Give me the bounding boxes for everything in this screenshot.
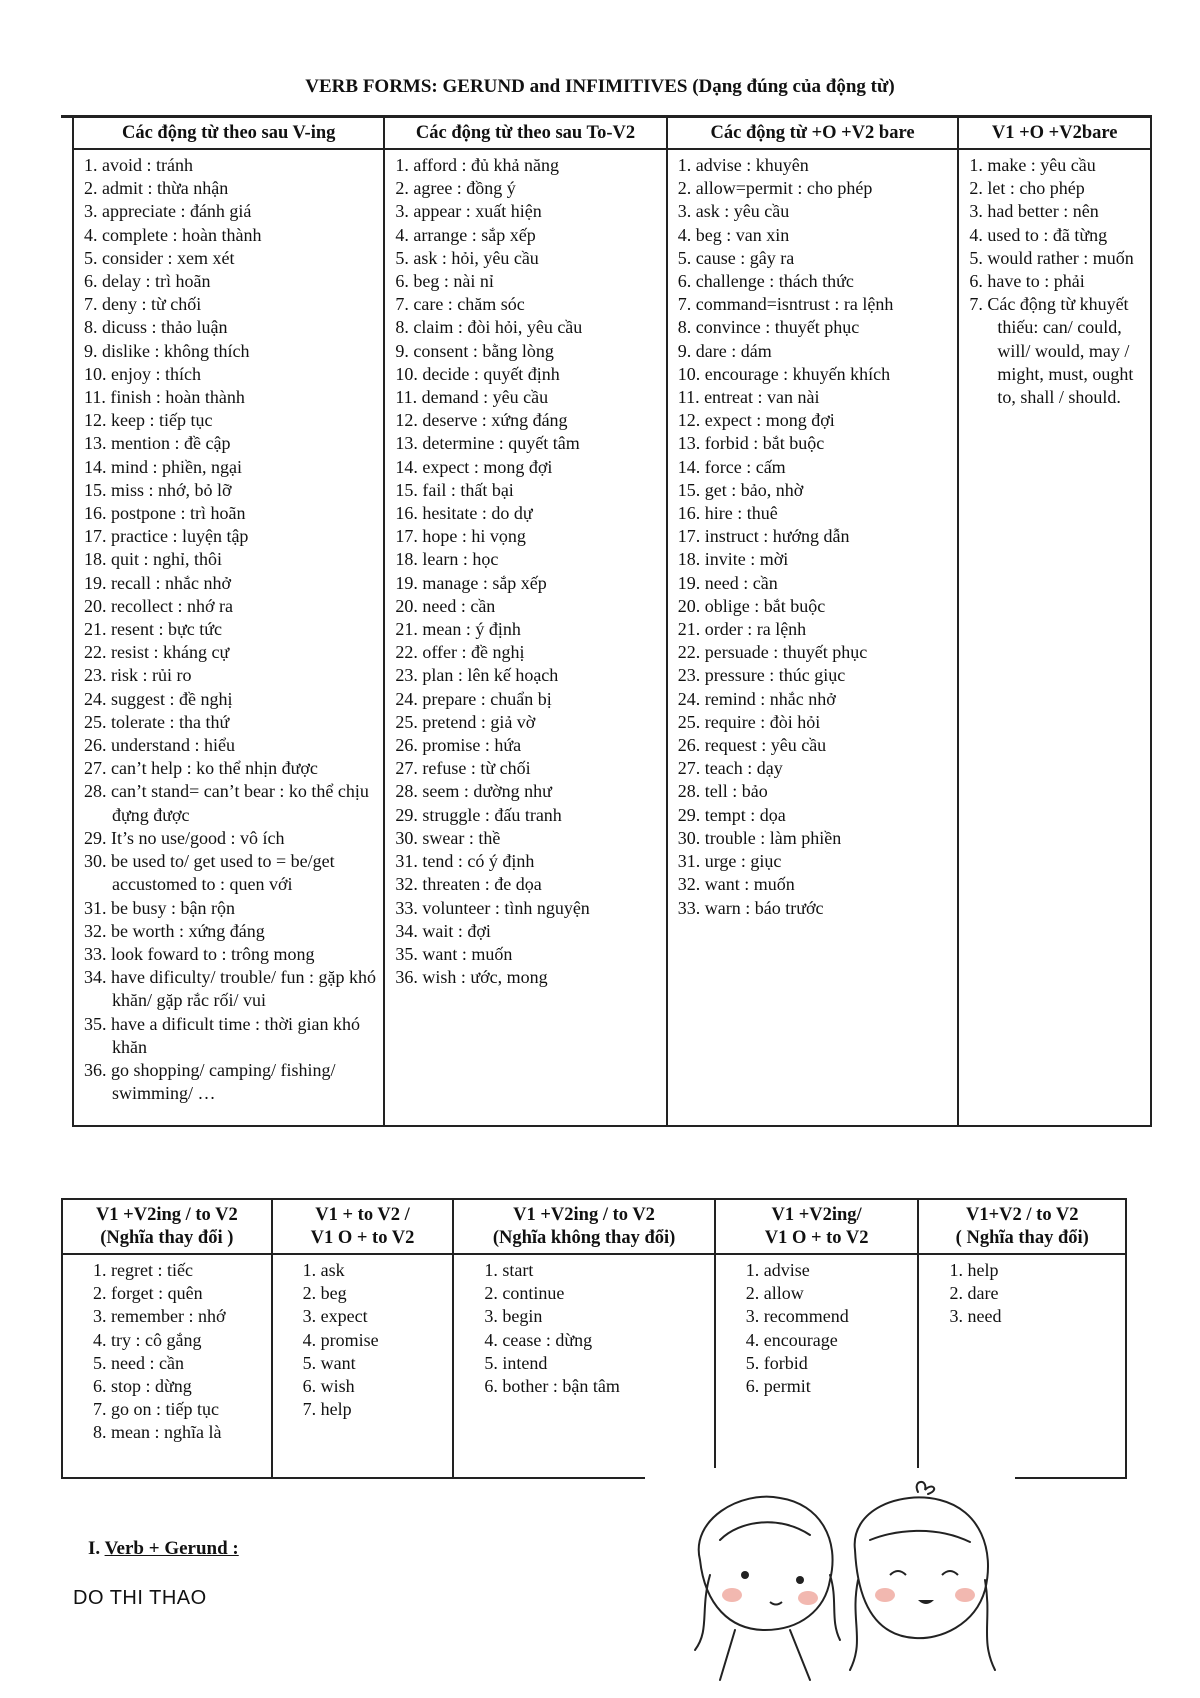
- list-item: 27. refuse : từ chối: [395, 758, 531, 779]
- list-item: 31. be busy : bận rộn: [84, 897, 235, 918]
- list-item: 20. oblige : bắt buộc: [677, 595, 826, 616]
- list-item: 3. appreciate : đánh giá: [84, 201, 252, 222]
- list-item: 14. force : cấm: [677, 456, 786, 477]
- list-item: 13. mention : đề cập: [84, 433, 231, 454]
- list-item: 19. recall : nhắc nhở: [84, 572, 231, 593]
- list-item: 28. tell : bảo: [677, 781, 768, 802]
- list-item: 5. ask : hỏi, yêu cầu: [395, 247, 539, 268]
- list-item: 13. forbid : bắt buộc: [677, 433, 825, 454]
- list-item: 1. regret : tiếc: [93, 1260, 193, 1280]
- section-heading: I. Verb + Gerund :: [88, 1538, 239, 1559]
- list-item: 10. enjoy : thích: [84, 363, 201, 384]
- list-item: 21. order : ra lệnh: [677, 619, 807, 640]
- list-item: 4. arrange : sắp xếp: [395, 224, 536, 245]
- list-item: 1. help: [949, 1260, 999, 1280]
- list-item: 26. promise : hứa: [395, 735, 522, 756]
- column-gerund: [73, 149, 384, 1126]
- two-girls-doodle-icon: [680, 1480, 1000, 1690]
- list-item: 15. miss : nhớ, bỏ lỡ: [84, 479, 232, 500]
- list-item: 7. Các động từ khuyết thiếu: can/ could, will/ would, may / might, must, ought to, shall / should.: [969, 294, 1134, 408]
- list-item: 8. dicuss : thảo luận: [84, 317, 228, 338]
- list-item: 16. postpone : trì hoãn: [84, 503, 246, 524]
- list-item: 3. ask : yêu cầu: [677, 201, 790, 222]
- list-item: 12. deserve : xứng đáng: [395, 410, 568, 431]
- list-item: 33. look foward to : trông mong: [84, 943, 315, 964]
- list-item: 1. advise: [745, 1260, 810, 1280]
- list-item: 4. promise: [302, 1329, 379, 1350]
- list-item: 16. hesitate : do dự: [395, 503, 533, 524]
- header-gerund: Các động từ theo sau V-ing: [73, 117, 384, 149]
- list-item: 4. complete : hoàn thành: [84, 224, 262, 245]
- list-item: 6. have to : phải: [969, 271, 1085, 292]
- list-item: 19. need : cần: [677, 572, 778, 593]
- list-item: 32. threaten : đe dọa: [395, 874, 542, 895]
- list-item: 28. can’t stand= can’t bear : ko thể chịu đựng được: [84, 781, 369, 825]
- column-v1-object-bare: [958, 149, 1151, 1126]
- author-name: DO THI THAO: [73, 1587, 207, 1609]
- list-item: 5. intend: [484, 1352, 548, 1373]
- list-item: 18. quit : nghỉ, thôi: [84, 549, 223, 570]
- list-item: 2. continue: [484, 1283, 565, 1304]
- list-item: 10. encourage : khuyến khích: [677, 363, 891, 384]
- list-item: 12. expect : mong đợi: [677, 410, 835, 431]
- list-item: 1. start: [484, 1260, 534, 1280]
- list-item: 7. deny : từ chối: [84, 294, 202, 315]
- column-to-infinitive: [384, 149, 666, 1126]
- column2-ving-object: [715, 1254, 919, 1478]
- list-item: 7. go on : tiếp tục: [93, 1399, 219, 1420]
- list-item: 5. want: [302, 1352, 356, 1373]
- list-item: 18. invite : mời: [677, 549, 789, 570]
- list-item: 5. forbid: [745, 1352, 808, 1373]
- verb-table-main: [72, 116, 1152, 1127]
- header-to-infinitive: Các động từ theo sau To-V2: [384, 117, 666, 149]
- list-item: 9. dislike : không thích: [84, 340, 250, 361]
- list-item: 24. prepare : chuẩn bị: [395, 688, 552, 709]
- list-item: 5. need : cần: [93, 1352, 184, 1373]
- list-item: 23. pressure : thúc giục: [677, 665, 846, 686]
- list-item: 6. challenge : thách thức: [677, 271, 854, 292]
- list-item: 3. appear : xuất hiện: [395, 201, 542, 222]
- list-item: 3. remember : nhớ: [93, 1306, 226, 1327]
- list-item: 30. be used to/ get used to = be/get accustomed to : quen với: [84, 851, 335, 895]
- column2-v2-to-v2: [918, 1254, 1126, 1478]
- list-item: 27. teach : dạy: [677, 758, 783, 779]
- list-item: 22. resist : kháng cự: [84, 642, 230, 663]
- list-item: 15. get : bảo, nhờ: [677, 479, 804, 500]
- list-item: 11. finish : hoàn thành: [84, 387, 245, 408]
- column2-meaning-changes: [62, 1254, 272, 1478]
- list-item: 30. trouble : làm phiền: [677, 827, 842, 848]
- column2-to-v2: [272, 1254, 454, 1478]
- list-item: 27. can’t help : ko thể nhịn được: [84, 758, 318, 779]
- list-item: 34. have dificulty/ trouble/ fun : gặp khó khăn/ gặp rắc rối/ vui: [84, 967, 376, 1011]
- list-item: 17. instruct : hướng dẫn: [677, 526, 850, 547]
- list-item: 5. consider : xem xét: [84, 247, 235, 268]
- list-item: 2. admit : thừa nhận: [84, 178, 229, 199]
- list-item: 26. understand : hiểu: [84, 735, 235, 756]
- header2-to-v2: V1 + to V2 / V1 O + to V2: [272, 1199, 454, 1254]
- list-item: 16. hire : thuê: [677, 503, 778, 524]
- list-item: 33. volunteer : tình nguyện: [395, 897, 590, 918]
- list-item: 25. require : đòi hỏi: [677, 711, 821, 732]
- list-item: 24. suggest : đề nghị: [84, 688, 233, 709]
- list-item: 1. advise : khuyên: [677, 155, 809, 175]
- list-item: 7. help: [302, 1399, 352, 1420]
- list-item: 8. claim : đòi hỏi, yêu cầu: [395, 317, 583, 338]
- list-item: 21. mean : ý định: [395, 619, 521, 640]
- list-item: 36. wish : ước, mong: [395, 967, 548, 988]
- list-item: 26. request : yêu cầu: [677, 735, 827, 756]
- list-item: 17. practice : luyện tập: [84, 526, 249, 547]
- list-item: 3. need: [949, 1306, 1002, 1327]
- list-item: 4. beg : van xin: [677, 224, 790, 245]
- column-object-bare: [667, 149, 959, 1126]
- list-item: 1. make : yêu cầu: [969, 155, 1096, 175]
- column2-meaning-same: [453, 1254, 714, 1478]
- header2-meaning-same: V1 +V2ing / to V2 (Nghĩa không thay đổi): [453, 1199, 714, 1254]
- list-item: 7. care : chăm sóc: [395, 294, 525, 315]
- list-item: 15. fail : thất bại: [395, 479, 514, 500]
- list-item: 2. beg: [302, 1283, 347, 1304]
- list-item: 6. wish: [302, 1376, 355, 1397]
- list-item: 2. agree : đồng ý: [395, 178, 516, 199]
- list-item: 13. determine : quyết tâm: [395, 433, 580, 454]
- list-item: 23. plan : lên kế hoạch: [395, 665, 559, 686]
- list-item: 21. resent : bực tức: [84, 619, 222, 640]
- list-item: 33. warn : báo trước: [677, 897, 824, 918]
- list-item: 4. cease : dừng: [484, 1329, 593, 1350]
- list-item: 25. pretend : giả vờ: [395, 711, 536, 732]
- page-title: VERB FORMS: GERUND and INFIMITIVES (Dạng đúng của động từ): [305, 76, 895, 97]
- list-item: 3. expect: [302, 1306, 368, 1327]
- list-item: 11. entreat : van nài: [677, 387, 820, 408]
- list-item: 25. tolerate : tha thứ: [84, 711, 230, 732]
- header2-meaning-changes: V1 +V2ing / to V2 (Nghĩa thay đổi ): [62, 1199, 272, 1254]
- list-item: 2. forget : quên: [93, 1283, 203, 1304]
- verb-table-secondary: [61, 1198, 1127, 1479]
- list-item: 2. let : cho phép: [969, 178, 1085, 199]
- list-item: 31. tend : có ý định: [395, 851, 535, 872]
- list-item: 10. decide : quyết định: [395, 363, 560, 384]
- list-item: 6. bother : bận tâm: [484, 1376, 620, 1397]
- list-item: 28. seem : dường như: [395, 781, 552, 802]
- list-item: 4. used to : đã từng: [969, 224, 1108, 245]
- list-item: 19. manage : sắp xếp: [395, 572, 547, 593]
- header2-v2-to-v2: V1+V2 / to V2 ( Nghĩa thay đổi): [918, 1199, 1126, 1254]
- list-item: 3. had better : nên: [969, 201, 1099, 222]
- list-item: 35. have a dificult time : thời gian khó khăn: [84, 1013, 360, 1057]
- list-item: 5. cause : gây ra: [677, 247, 795, 268]
- list-item: 1. ask: [302, 1260, 345, 1280]
- list-item: 8. convince : thuyết phục: [677, 317, 860, 338]
- list-item: 1. afford : đủ khả năng: [395, 155, 559, 175]
- list-item: 6. delay : trì hoãn: [84, 271, 211, 292]
- list-item: 14. expect : mong đợi: [395, 456, 553, 477]
- list-item: 23. risk : rủi ro: [84, 665, 192, 686]
- list-item: 8. mean : nghĩa là: [93, 1422, 222, 1443]
- list-item: 31. urge : giục: [677, 851, 782, 872]
- list-item: 29. It’s no use/good : vô ích: [84, 827, 285, 848]
- header2-ving-object: V1 +V2ing/ V1 O + to V2: [715, 1199, 919, 1254]
- list-item: 32. want : muốn: [677, 874, 795, 895]
- list-item: 22. offer : đề nghị: [395, 642, 525, 663]
- list-item: 7. command=isntrust : ra lệnh: [677, 294, 894, 315]
- list-item: 36. go shopping/ camping/ fishing/ swimming/ …: [84, 1059, 336, 1104]
- list-item: 6. beg : nài nỉ: [395, 271, 494, 292]
- list-item: 5. would rather : muốn: [969, 247, 1134, 268]
- list-item: 35. want : muốn: [395, 943, 513, 964]
- list-item: 9. dare : dám: [677, 340, 772, 361]
- list-item: 20. recollect : nhớ ra: [84, 595, 233, 616]
- list-item: 17. hope : hi vọng: [395, 526, 526, 547]
- list-item: 1. avoid : tránh: [84, 155, 193, 175]
- list-item: 30. swear : thề: [395, 827, 501, 848]
- list-item: 2. allow=permit : cho phép: [677, 178, 873, 199]
- list-item: 6. stop : dừng: [93, 1376, 192, 1397]
- list-item: 20. need : cần: [395, 595, 496, 616]
- list-item: 2. allow: [745, 1283, 804, 1304]
- list-item: 12. keep : tiếp tục: [84, 410, 213, 431]
- header-object-bare: Các động từ +O +V2 bare: [667, 117, 959, 149]
- list-item: 18. learn : học: [395, 549, 499, 570]
- header-v1-object-bare: V1 +O +V2bare: [958, 117, 1151, 149]
- list-item: 34. wait : đợi: [395, 920, 491, 941]
- list-item: 14. mind : phiền, ngại: [84, 456, 242, 477]
- list-item: 3. recommend: [745, 1306, 849, 1327]
- list-item: 4. encourage: [745, 1329, 838, 1350]
- list-item: 29. struggle : đấu tranh: [395, 804, 562, 825]
- list-item: 11. demand : yêu cầu: [395, 387, 549, 408]
- list-item: 29. tempt : dọa: [677, 804, 786, 825]
- list-item: 9. consent : bằng lòng: [395, 340, 554, 361]
- list-item: 4. try : cô gắng: [93, 1329, 202, 1350]
- list-item: 22. persuade : thuyết phục: [677, 642, 868, 663]
- list-item: 32. be worth : xứng đáng: [84, 920, 265, 941]
- list-item: 6. permit: [745, 1376, 811, 1397]
- list-item: 24. remind : nhắc nhở: [677, 688, 836, 709]
- list-item: 2. dare: [949, 1283, 999, 1304]
- list-item: 3. begin: [484, 1306, 543, 1327]
